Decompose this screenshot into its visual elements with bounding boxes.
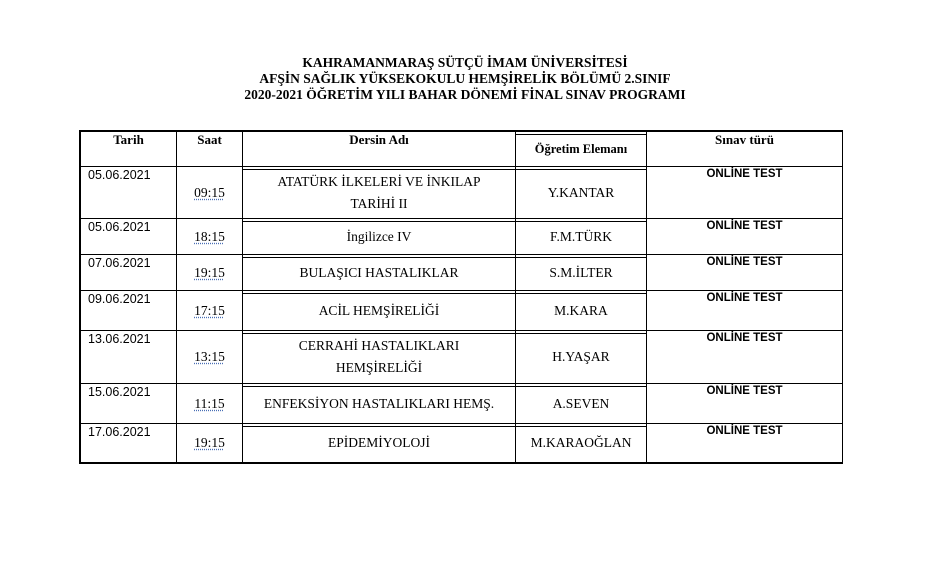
cell-date: 13.06.2021 <box>81 331 177 384</box>
course-line: İngilizce IV <box>346 228 412 244</box>
cell-exam-type: ONLİNE TEST <box>647 219 843 255</box>
column-header-time: Saat <box>177 132 243 167</box>
table-header-row <box>81 132 843 167</box>
course-line: ATATÜRK İLKELERİ VE İNKILAP <box>277 173 481 189</box>
course-line: ACİL HEMŞİRELİĞİ <box>318 302 440 318</box>
cell-time <box>177 331 243 384</box>
cell-course <box>243 291 516 331</box>
table-row <box>81 291 843 331</box>
cell-date: 05.06.2021 <box>81 219 177 255</box>
cell-date: 09.06.2021 <box>81 291 177 331</box>
exam-schedule-table <box>80 131 843 463</box>
course-line: CERRAHİ HASTALIKLARI <box>298 338 460 353</box>
time-text: 19:15 <box>194 264 225 280</box>
time-text: 17:15 <box>194 302 225 318</box>
cell-exam-type: ONLİNE TEST <box>647 291 843 331</box>
time-text: 09:15 <box>194 184 225 200</box>
cell-time <box>177 167 243 219</box>
table-row <box>81 167 843 219</box>
title-university: KAHRAMANMARAŞ SÜTÇÜ İMAM ÜNİVERSİTESİ <box>302 55 628 70</box>
cell-course <box>243 331 516 384</box>
cell-exam-type: ONLİNE TEST <box>647 384 843 424</box>
course-line: EPİDEMİYOLOJİ <box>328 435 430 450</box>
table-row <box>81 255 843 291</box>
cell-instructor: H.YAŞAR <box>516 331 647 384</box>
column-header-date: Tarih <box>81 132 177 167</box>
title-program: 2020-2021 ÖĞRETİM YILI BAHAR DÖNEMİ FİNAL SINAV PROGRAMI <box>244 87 686 102</box>
title-department: AFŞİN SAĞLIK YÜKSEKOKULU HEMŞİRELİK BÖLÜMÜ 2.SINIF <box>259 71 671 86</box>
cell-course <box>243 255 516 291</box>
cell-time <box>177 219 243 255</box>
column-header-exam-type: Sınav türü <box>647 132 843 167</box>
cell-course <box>243 219 516 255</box>
cell-date: 17.06.2021 <box>81 424 177 463</box>
cell-instructor: F.M.TÜRK <box>516 219 647 255</box>
column-header-course: Dersin Adı <box>243 132 516 167</box>
cell-date: 15.06.2021 <box>81 384 177 424</box>
document-title <box>0 55 930 103</box>
cell-exam-type: ONLİNE TEST <box>647 255 843 291</box>
cell-date: 07.06.2021 <box>81 255 177 291</box>
table-row <box>81 384 843 424</box>
cell-instructor: S.M.İLTER <box>516 255 647 291</box>
cell-exam-type: ONLİNE TEST <box>647 424 843 463</box>
cell-instructor: Y.KANTAR <box>516 167 647 219</box>
cell-exam-type: ONLİNE TEST <box>647 167 843 219</box>
time-text: 11:15 <box>194 395 225 411</box>
cell-time <box>177 424 243 463</box>
table-row <box>81 424 843 463</box>
cell-course <box>243 384 516 424</box>
exam-schedule-table-frame <box>79 130 843 464</box>
table-row <box>81 331 843 384</box>
cell-course <box>243 167 516 219</box>
cell-date: 05.06.2021 <box>81 167 177 219</box>
cell-instructor: A.SEVEN <box>516 384 647 424</box>
course-line: BULAŞICI HASTALIKLAR <box>299 264 459 280</box>
course-line: ENFEKSİYON HASTALIKLARI HEMŞ. <box>263 395 495 411</box>
time-text: 18:15 <box>194 228 225 244</box>
course-line: TARİHİ II <box>350 195 408 211</box>
table-row <box>81 219 843 255</box>
cell-exam-type: ONLİNE TEST <box>647 331 843 384</box>
cell-time <box>177 291 243 331</box>
time-text: 13:15 <box>194 349 225 364</box>
course-line: HEMŞİRELİĞİ <box>335 360 423 375</box>
column-header-instructor: Öğretim Elemanı <box>516 132 647 167</box>
cell-time <box>177 384 243 424</box>
cell-instructor: M.KARAOĞLAN <box>516 424 647 463</box>
cell-course <box>243 424 516 463</box>
cell-time <box>177 255 243 291</box>
time-text: 19:15 <box>194 435 225 450</box>
cell-instructor: M.KARA <box>516 291 647 331</box>
